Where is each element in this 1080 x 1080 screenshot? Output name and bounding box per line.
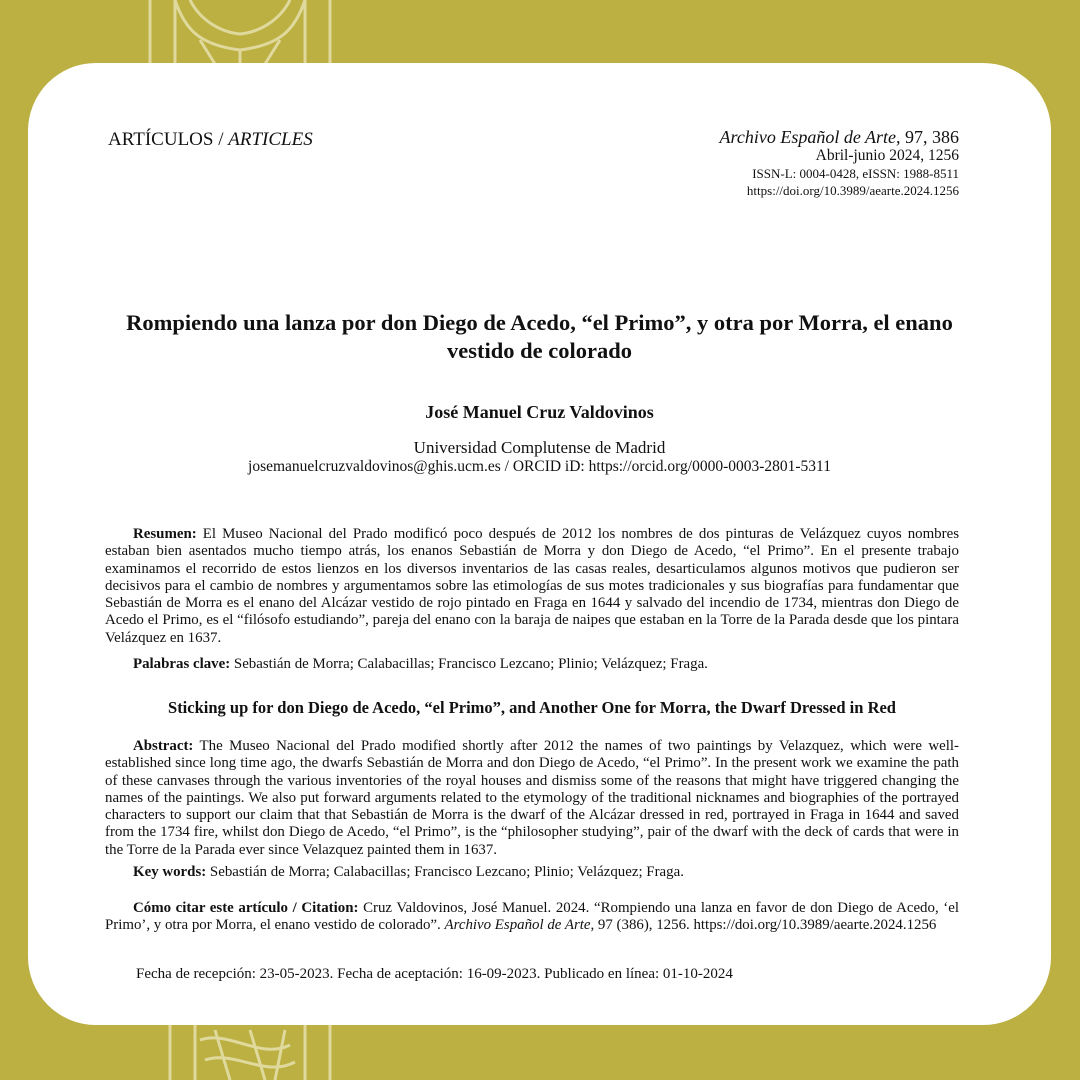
article-title: Rompiendo una lanza por don Diego de Acedo, “el Primo”, y otra por Morra, el enano vestido de colorado <box>126 310 953 364</box>
key-words-paragraph <box>105 864 959 881</box>
resumen-paragraph <box>105 526 959 647</box>
resumen-label: Resumen: <box>133 526 197 542</box>
journal-name: Archivo Español de Arte, <box>719 127 901 147</box>
author-contact[interactable]: josemanuelcruzvaldovinos@ghis.ucm.es / ORCID iD: https://orcid.org/0000-0003-2801-5311 <box>248 458 831 476</box>
abstract-text: The Museo Nacional del Prado modified shortly after 2012 the names of two paintings by Velazquez, which were well-established since long time ago, the dwarfs Sebastián de Morra and don Diego de Acedo, “el Primo”. In the present work we examine the path of these canvases through the various inventories of the royal houses and dismiss some of the reasons that might have triggered changing the names of the paintings. We also put forward arguments related to the etymology of the traditional nicknames and biographies of the portrayed characters to support our claim that that Sebastián de Morra is the dwarf of the Alcázar dressed in red, portrayed in Fraga in 1644 and saved from the 1734 fire, whilst don Diego de Acedo, “el Primo”, is the “philosopher studying”, pair of the dwarf with the deck of cards that were in the Torre de la Parada ever since Velazquez painted them in 1637. <box>105 738 959 858</box>
author-affiliation-block <box>28 438 1051 476</box>
abstract-paragraph <box>105 738 959 859</box>
resumen-text: El Museo Nacional del Prado modificó poco después de 2012 los nombres de dos pinturas de Velázquez cuyos nombres estaban bien asentados mucho tiempo atrás, los enanos Sebastián de Morra y don Diego de Acedo, “el Primo”. En el presente trabajo examinamos el recorrido de estos lienzos en los diversos inventarios de las casas reales, desarticulamos algunos motivos que pudieron ser decisivos para el cambio de nombres y argumentamos sobre las etimologías de sus motes tradicionales y sus biografías para fundamentar que Sebastián de Morra es el enano del Alcázar vestido de rojo pintado en Fraga en 1644 y salvado del incendio de 1734, mientras don Diego de Acedo el Primo, es el “filósofo estudiando”, pareja del enano con la baraja de naipes que estaban en la Torre de la Parada desde que los pintara Velázquez en 1637. <box>105 526 959 646</box>
article-page <box>28 63 1051 1025</box>
section-label-en: ARTICLES <box>228 129 313 150</box>
citation-journal: Archivo Español de Arte <box>444 917 591 934</box>
author-name: José Manuel Cruz Valdovinos <box>425 402 654 422</box>
journal-info <box>720 127 959 200</box>
palabras-clave-label: Palabras clave: <box>133 656 231 672</box>
section-label <box>108 129 313 151</box>
citation-text-b: , 97 (386), 1256. https://doi.org/10.3989/aearte.2024.1256 <box>590 917 937 934</box>
citation-text-a: Cruz Valdovinos, José Manuel. 2024. “Rompiendo una lanza en favor de don Diego de Acedo, ‘el Primo’, y otra por Morra, el enano vestido de colorado”. <box>105 900 959 934</box>
journal-doi-link[interactable]: https://doi.org/10.3989/aearte.2024.1256 <box>746 183 959 199</box>
citation-paragraph <box>105 900 959 935</box>
journal-issn: ISSN-L: 0004-0428, eISSN: 1988-8511 <box>752 165 959 181</box>
palabras-clave-text: Sebastián de Morra; Calabacillas; Francisco Lezcano; Plinio; Velázquez; Fraga. <box>230 656 708 672</box>
journal-issue: Abril-junio 2024, 1256 <box>815 147 959 165</box>
section-label-es: ARTÍCULOS / <box>108 129 229 150</box>
journal-volume: 97, 386 <box>900 127 959 147</box>
publication-dates: Fecha de recepción: 23-05-2023. Fecha de aceptación: 16-09-2023. Publicado en línea: 01-10-2024 <box>136 966 733 982</box>
citation-label: Cómo citar este artículo / Citation: <box>133 900 359 916</box>
key-words-label: Key words: <box>133 864 207 880</box>
palabras-clave-paragraph <box>105 656 959 673</box>
english-title: Sticking up for don Diego de Acedo, “el Primo”, and Another One for Morra, the Dwarf Dressed in Red <box>168 698 896 717</box>
author-affiliation: Universidad Complutense de Madrid <box>413 438 666 457</box>
journal-line <box>720 127 959 147</box>
key-words-text: Sebastián de Morra; Calabacillas; Francisco Lezcano; Plinio; Velázquez; Fraga. <box>206 864 684 880</box>
abstract-label: Abstract: <box>133 738 194 754</box>
